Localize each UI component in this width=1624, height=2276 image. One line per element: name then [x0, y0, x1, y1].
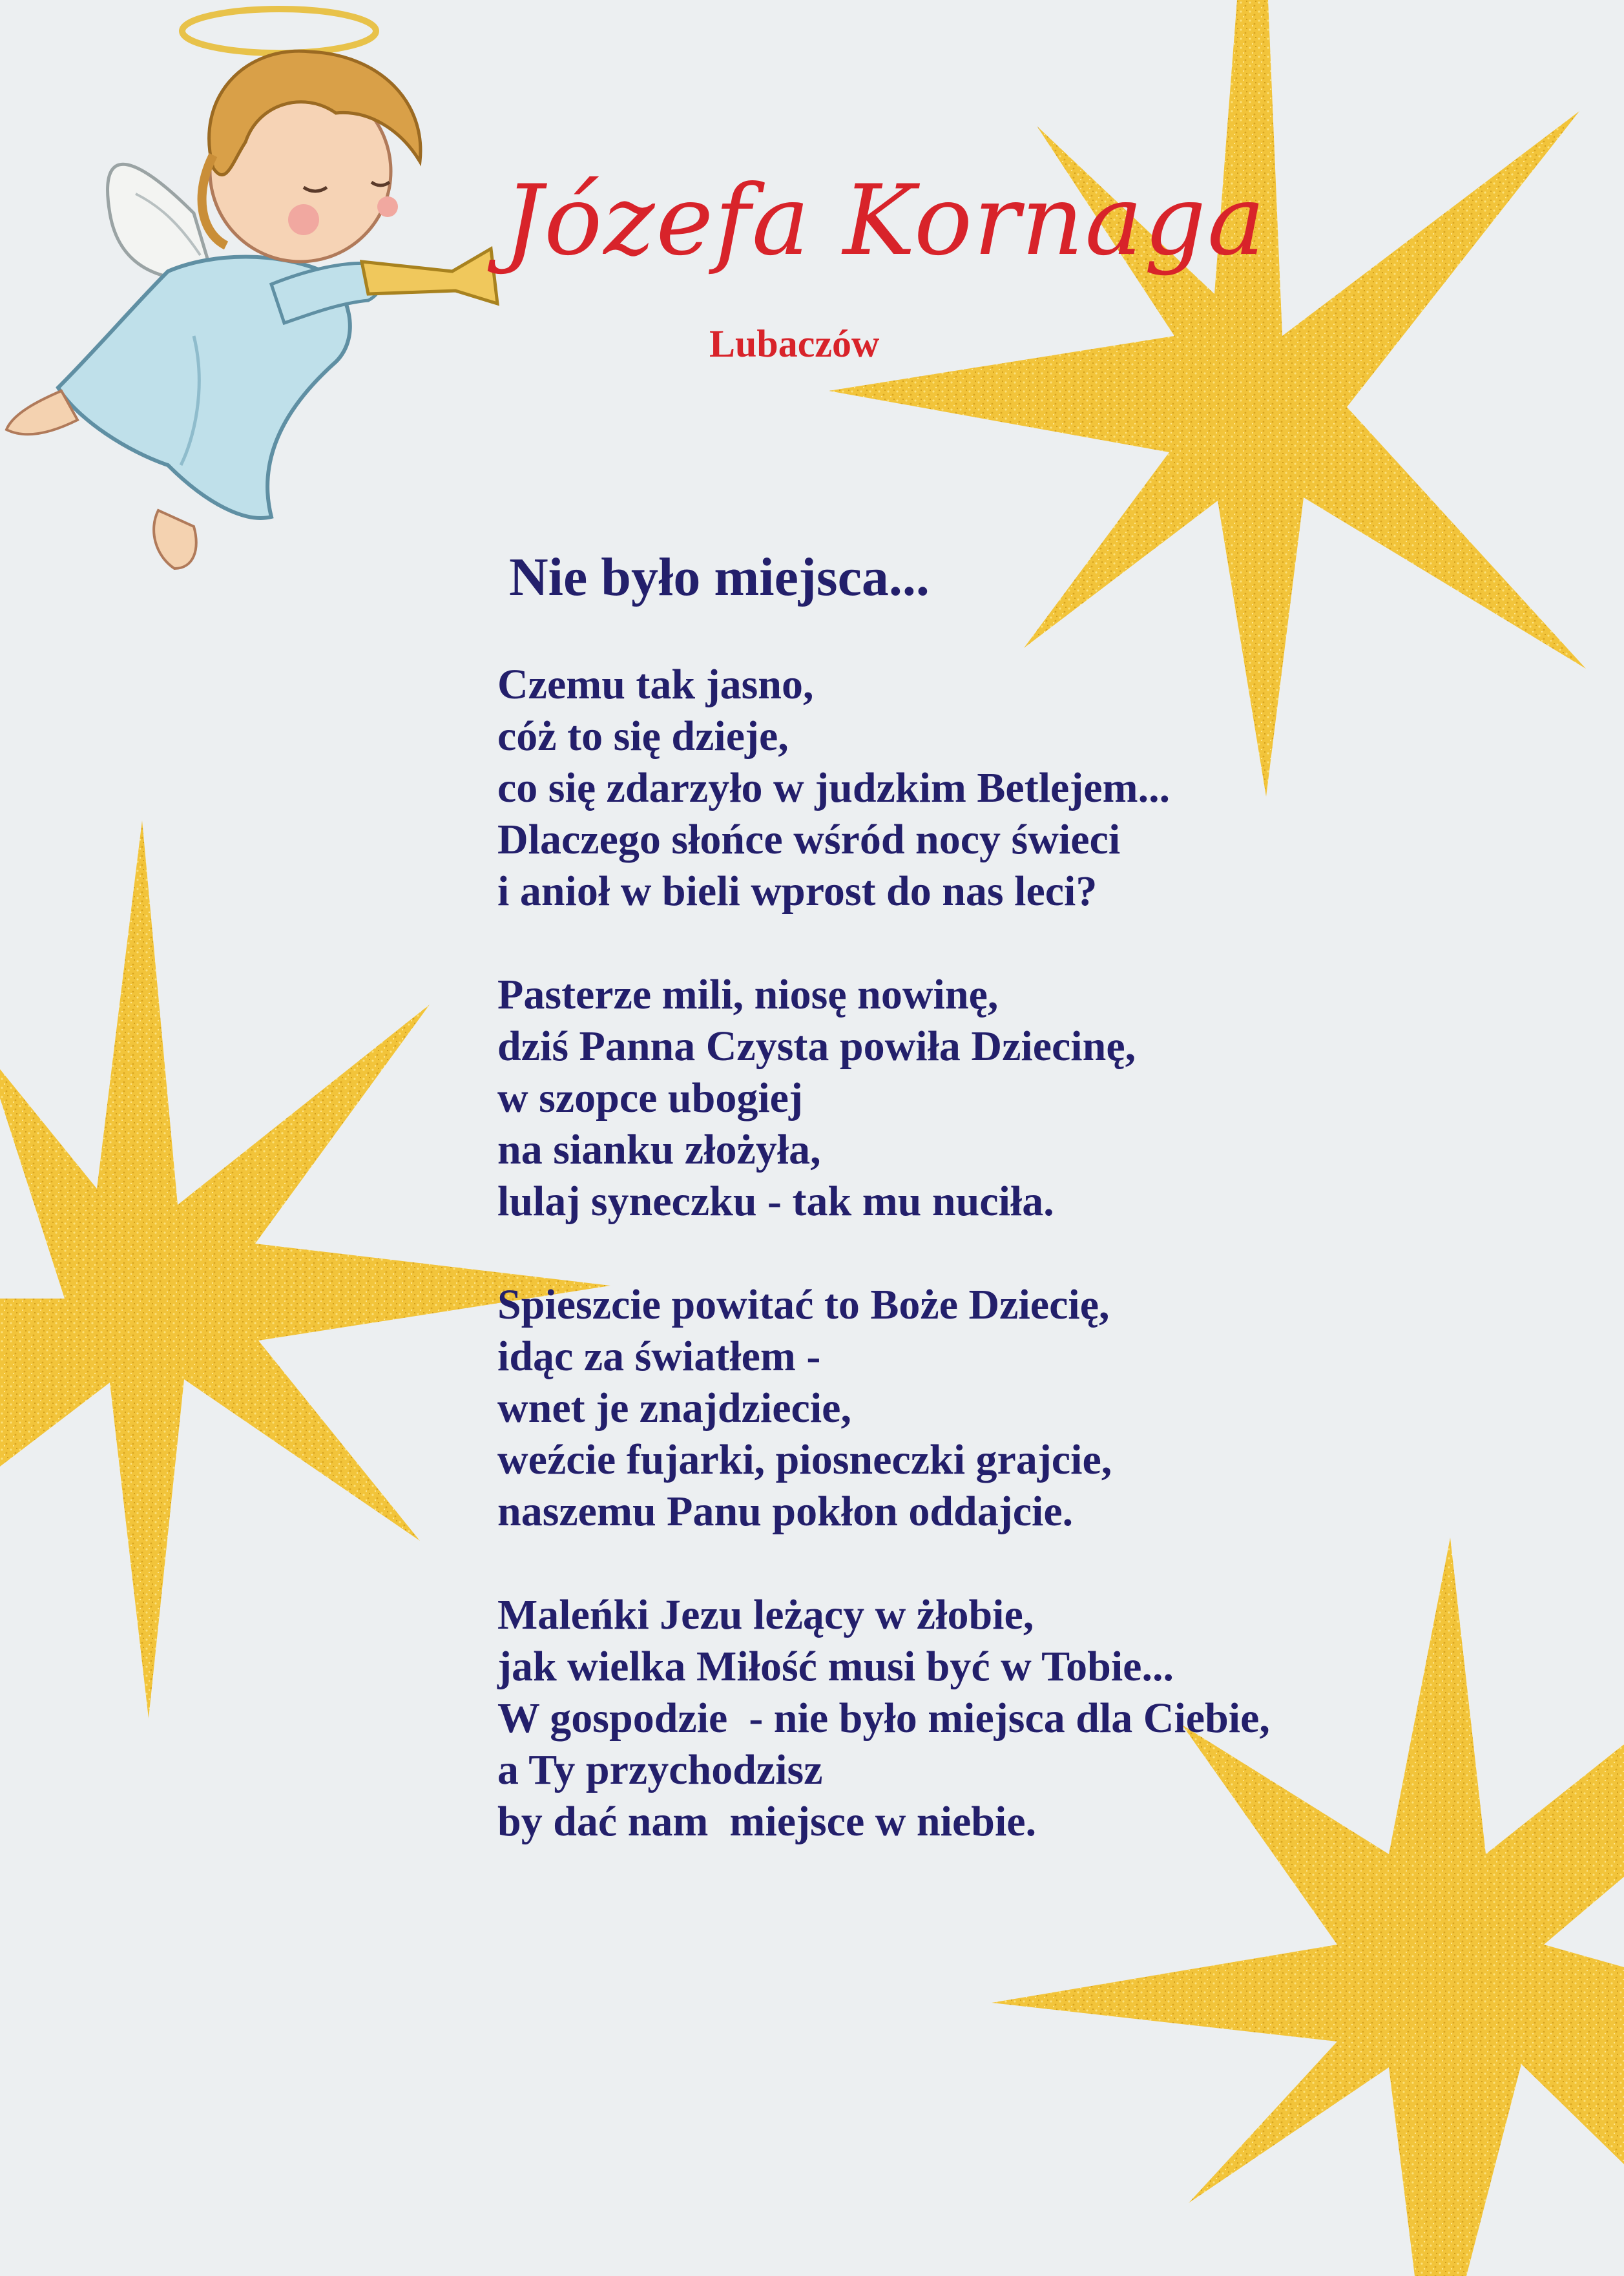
poem-line: dziś Panna Czysta powiła Dziecinę,	[497, 1023, 1136, 1070]
poem-line: wnet je znajdziecie,	[497, 1384, 851, 1432]
poem-line: lulaj syneczku - tak mu nuciła.	[497, 1178, 1054, 1225]
poem-line: W gospodzie - nie było miejsca dla Ciebie,	[497, 1695, 1270, 1742]
poem-line: cóż to się dzieje,	[497, 713, 789, 760]
poem-line: weźcie fujarki, piosneczki grajcie,	[497, 1436, 1112, 1483]
poem-line: Maleńki Jezu leżący w żłobie,	[497, 1591, 1034, 1638]
poem-line: jak wielka Miłość musi być w Tobie...	[497, 1643, 1174, 1690]
stanza	[497, 969, 1596, 1227]
poem-line: w szopce ubogiej	[497, 1074, 803, 1122]
poem-line: Pasterze mili, niosę nowinę,	[497, 971, 999, 1018]
poem-line: Czemu tak jasno,	[497, 661, 814, 708]
poem-body	[497, 659, 1596, 1899]
poem-line: Dlaczego słońce wśród nocy świeci	[497, 816, 1121, 863]
angel-with-trumpet-illustration	[6, 9, 497, 569]
author-place: Lubaczów	[709, 322, 880, 365]
stanza	[497, 1279, 1596, 1538]
stanza	[497, 659, 1596, 917]
poem-line: na sianku złożyła,	[497, 1126, 821, 1173]
poem-line: naszemu Panu pokłon oddajcie.	[497, 1488, 1074, 1535]
poem-line: co się zdarzyło w judzkim Betlejem...	[497, 764, 1171, 811]
poem-line: a Ty przychodzisz	[497, 1746, 823, 1793]
poem-line: Spieszcie powitać to Boże Dziecię,	[497, 1281, 1110, 1328]
author-name: Józefa Kornaga	[504, 165, 1267, 277]
stanza	[497, 1589, 1596, 1848]
poem-title: Nie było miejsca...	[509, 547, 930, 607]
poem-line: idąc za światłem -	[497, 1333, 821, 1380]
poem-line: by dać nam miejsce w niebie.	[497, 1798, 1037, 1845]
poem-line: i anioł w bieli wprost do nas leci?	[497, 868, 1098, 915]
